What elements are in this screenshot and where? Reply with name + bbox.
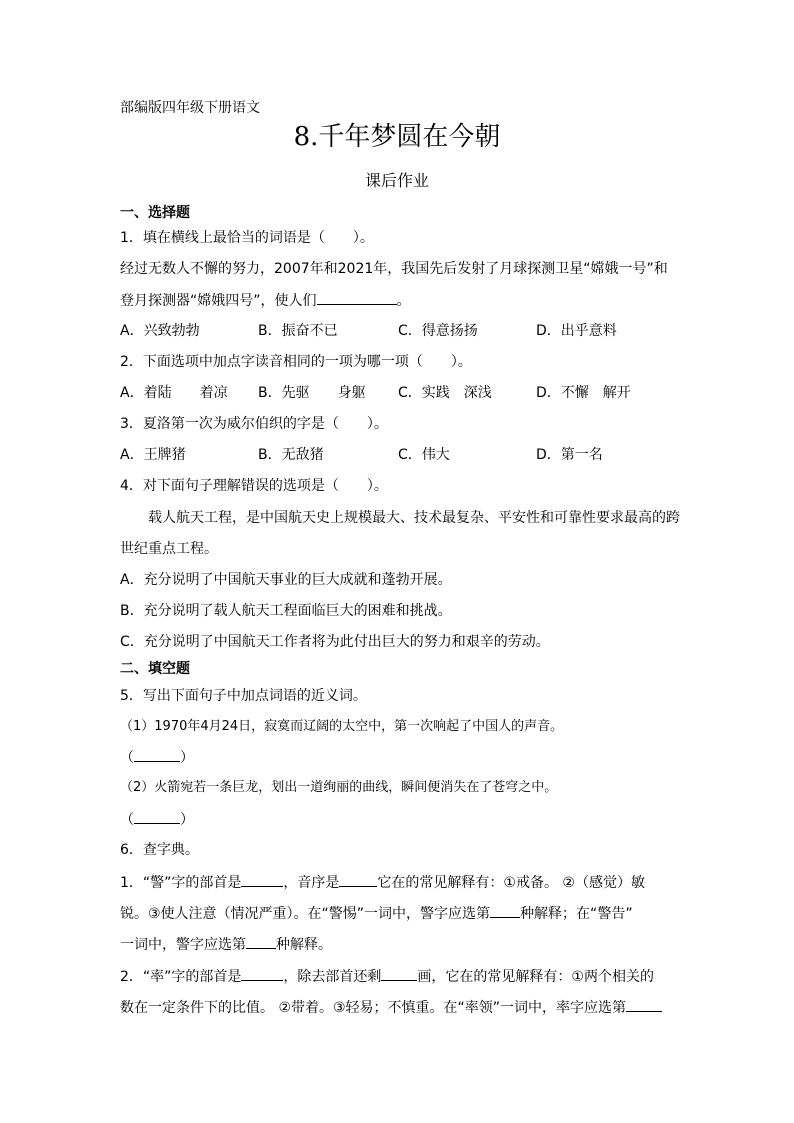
q2-option-a[interactable]: A．着陆 着凉: [120, 385, 228, 401]
q5-answer2-blank[interactable]: [134, 809, 180, 824]
q3-option-c[interactable]: C．伟大: [398, 447, 450, 463]
q2-option-c[interactable]: C．实践 深浅: [398, 385, 492, 401]
q3-option-a[interactable]: A．王牌猪: [120, 447, 186, 463]
q1-text-line2: [120, 290, 411, 311]
q6-part1-line1: [120, 872, 645, 893]
section-heading-fill: 二、填空题: [120, 661, 190, 677]
q6-stem: 6．查字典。: [120, 842, 199, 858]
q6-part2-line1: [120, 966, 654, 987]
q1-answer-blank[interactable]: [317, 290, 397, 305]
q5-stem: 5．写出下面句子中加点词语的近义词。: [120, 688, 367, 704]
q6-p1-line2-a: 锐。③使人注意（情况严重）。在“警惕”一词中，警字应选第: [120, 906, 491, 922]
q4-passage-line1: 载人航天工程，是中国航天史上规模最大、技术最复杂、平安性和可靠性要求最高的跨: [148, 510, 680, 526]
q5-answer1-open: （: [120, 750, 134, 766]
q6-p1-line2-b: 种解释；在“警告”: [520, 906, 633, 922]
q5-answer2-open: （: [120, 812, 134, 828]
q6-p2-b: ，除去部首还剩: [283, 969, 382, 985]
q5-answer1-blank[interactable]: [134, 747, 180, 762]
q5-item2: （2）火箭宛若一条巨龙，划出一道绚丽的曲线，瞬间便消失在了苍穹之中。: [120, 780, 558, 795]
q1-option-c[interactable]: C．得意扬扬: [398, 323, 478, 339]
q5-answer2: [120, 809, 194, 830]
course-label: 部编版四年级下册语文: [120, 100, 260, 116]
q6-p2-strokes-blank[interactable]: [381, 966, 417, 981]
q1-option-b[interactable]: B．振奋不已: [258, 323, 338, 339]
q6-p1-b: ，音序是: [283, 875, 340, 891]
q2-stem: 2．下面选项中加点字读音相同的一项为哪一项（ ）。: [120, 354, 472, 370]
q4-option-b[interactable]: B．充分说明了载人航天工程面临巨大的困难和挑战。: [120, 603, 452, 619]
q5-answer2-close: ）: [180, 812, 194, 828]
q2-option-d[interactable]: D．不懈 解开: [536, 385, 631, 401]
q6-p1-jingti-blank[interactable]: [490, 903, 520, 918]
q6-p1-jinggao-blank[interactable]: [246, 934, 276, 949]
q2-option-b[interactable]: B．先驱 身躯: [258, 385, 366, 401]
section-heading-choice: 一、选择题: [120, 205, 190, 221]
q1-text-line2-b: 。: [396, 293, 411, 309]
q6-part1-line2: [120, 903, 633, 924]
q3-stem: 3．夏洛第一次为威尔伯织的字是（ ）。: [120, 416, 388, 432]
q6-p1-line3-b: 种解释。: [276, 937, 332, 953]
q3-option-d[interactable]: D．第一名: [536, 447, 603, 463]
q1-option-d[interactable]: D．出乎意料: [536, 323, 617, 339]
q5-item1: （1）1970年4月24日，寂寞而辽阔的太空中，第一次响起了中国人的声音。: [120, 719, 564, 734]
q6-p1-c: 它在的常见解释有：①戒备。 ②（感觉）敏: [377, 875, 645, 891]
q4-option-a[interactable]: A．充分说明了中国航天事业的巨大成就和蓬勃开展。: [120, 572, 452, 588]
q1-text-line1: 经过无数人不懈的努力，2007年和2021年，我国先后发射了月球探测卫星“嫦娥一号”和: [120, 261, 668, 277]
q6-part2-line2: [120, 997, 662, 1018]
q3-option-b[interactable]: B．无敌猪: [258, 447, 324, 463]
q5-answer1-close: ）: [180, 750, 194, 766]
q6-part1-line3: [120, 934, 332, 955]
q6-p2-line2: 数在一定条件下的比值。 ②带着。③轻易；不慎重。在“率领”一词中，率字应选第: [120, 1000, 627, 1016]
q6-p2-c: 画，它在的常见解释有：①两个相关的: [417, 969, 654, 985]
q6-p1-line3-a: 一词中，警字应选第: [120, 937, 246, 953]
q6-p1-radical-blank[interactable]: [241, 872, 283, 887]
q6-p2-shuailing-blank[interactable]: [626, 997, 662, 1012]
page-title: 8.千年梦圆在今朝: [293, 122, 501, 152]
q5-answer1: [120, 747, 194, 768]
q4-passage-line2: 世纪重点工程。: [120, 541, 218, 557]
q6-p1-a: 1．“警”字的部首是: [120, 875, 242, 891]
q1-text-line2-a: 登月探测器“嫦娥四号”，使人们: [120, 293, 317, 309]
page-subtitle: 课后作业: [364, 171, 429, 190]
q4-stem: 4．对下面句子理解错误的选项是（ ）。: [120, 478, 388, 494]
q4-option-c[interactable]: C．充分说明了中国航天工作者将为此付出巨大的努力和艰辛的劳动。: [120, 634, 550, 650]
q6-p2-radical-blank[interactable]: [241, 966, 283, 981]
q6-p1-order-blank[interactable]: [339, 872, 377, 887]
q1-option-a[interactable]: A．兴致勃勃: [120, 323, 200, 339]
q1-stem: 1．填在横线上最恰当的词语是（ ）。: [120, 230, 374, 246]
q6-p2-a: 2．“率”字的部首是: [120, 969, 242, 985]
